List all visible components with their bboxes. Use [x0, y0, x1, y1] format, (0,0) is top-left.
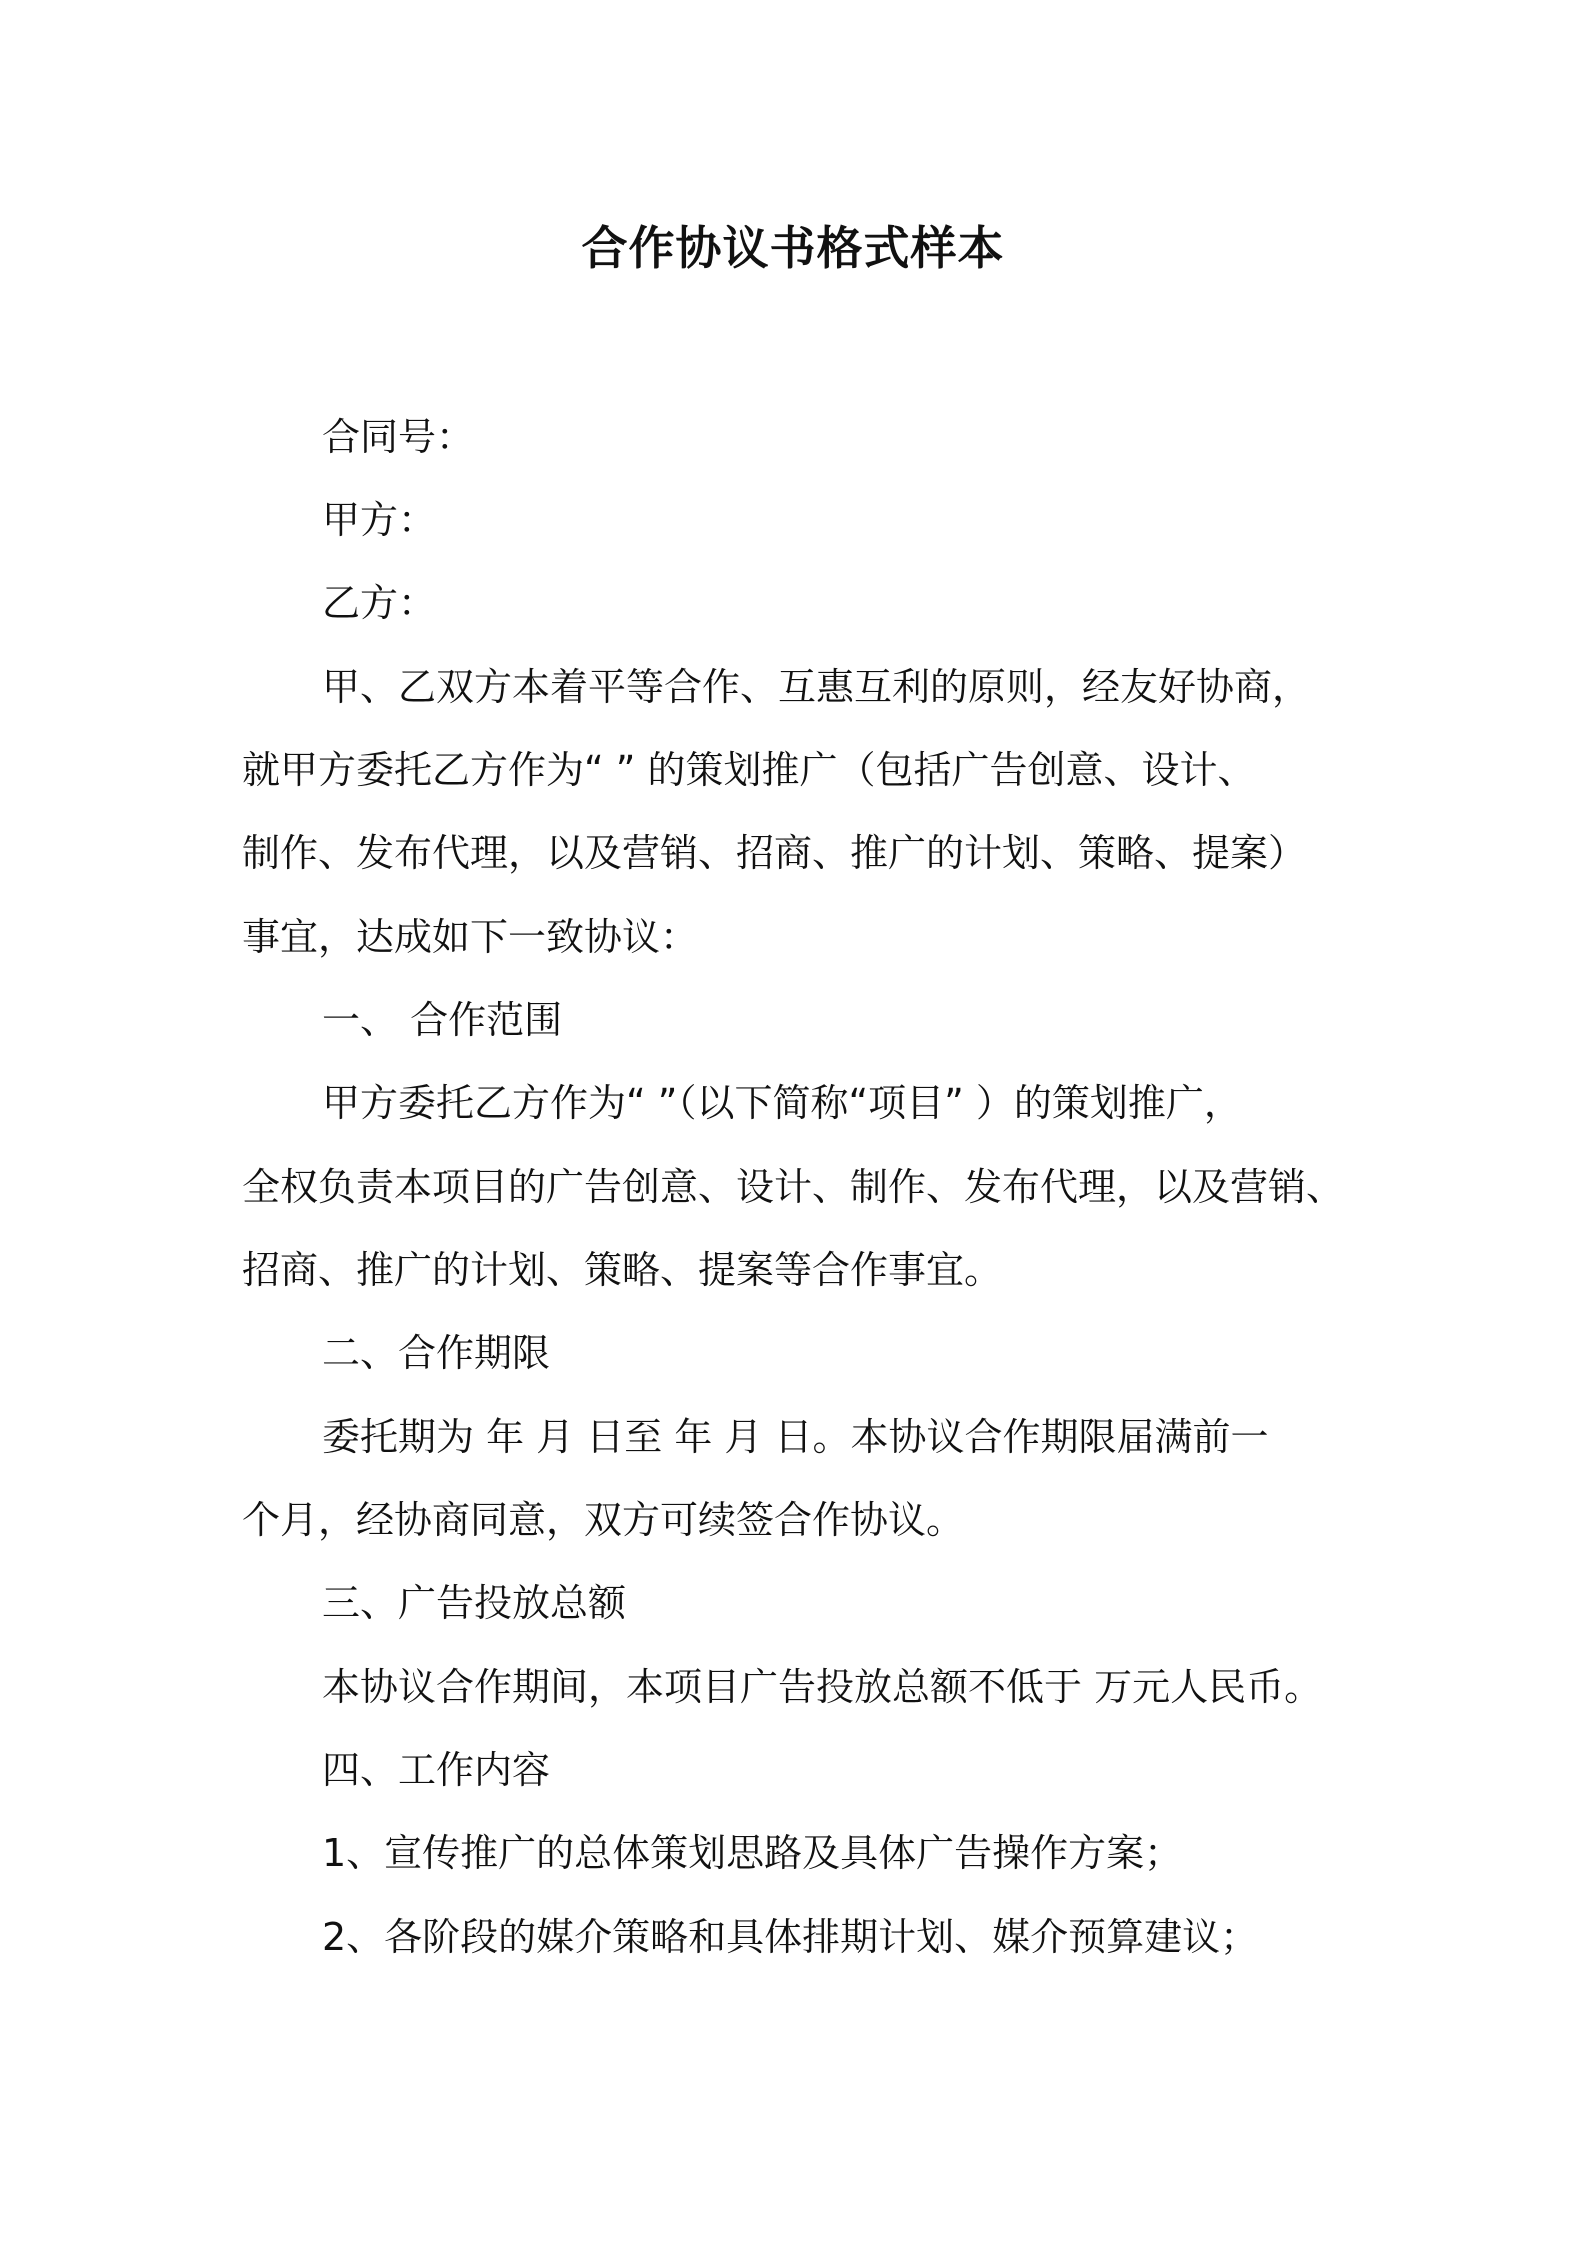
section-3-line-1: 本协议合作期间，本项目广告投放总额不低于 万元人民币。 [322, 1665, 1323, 1709]
section-heading-4: 四、工作内容 [322, 1748, 551, 1792]
contract-number-line: 合同号： [322, 415, 475, 459]
section-4-item-2: 2、各阶段的媒介策略和具体排期计划、媒介预算建议； [322, 1915, 1259, 1959]
section-1-line-3: 招商、推广的计划、策略、提案等合作事宜。 [242, 1248, 1003, 1292]
preamble-line-1: 甲、乙双方本着平等合作、互惠互利的原则，经友好协商， [322, 665, 1311, 709]
preamble-line-2: 就甲方委托乙方作为“ ” 的策划推广（包括广告创意、设计、 [242, 748, 1256, 792]
section-heading-3: 三、广告投放总额 [322, 1581, 627, 1625]
party-a-line: 甲方： [322, 498, 437, 542]
section-4-item-1: 1、宣传推广的总体策划思路及具体广告操作方案； [322, 1831, 1183, 1875]
section-2-line-1: 委托期为 年 月 日至 年 月 日。本协议合作期限届满前一 [322, 1415, 1269, 1459]
section-2-line-2: 个月，经协商同意，双方可续签合作协议。 [242, 1498, 965, 1542]
party-b-line: 乙方： [322, 581, 437, 625]
section-1-line-2: 全权负责本项目的广告创意、设计、制作、发布代理，以及营销、 [242, 1165, 1345, 1209]
preamble-line-4: 事宜，达成如下一致协议： [242, 915, 699, 959]
section-heading-2: 二、合作期限 [322, 1331, 551, 1375]
section-1-line-1: 甲方委托乙方作为“ ”（以下简称“项目” ）的策划推广， [322, 1081, 1242, 1125]
preamble-line-3: 制作、发布代理，以及营销、招商、推广的计划、策略、提案） [242, 831, 1307, 875]
document-title: 合作协议书格式样本 [581, 221, 1005, 275]
section-heading-1: 一、 合作范围 [322, 998, 563, 1042]
